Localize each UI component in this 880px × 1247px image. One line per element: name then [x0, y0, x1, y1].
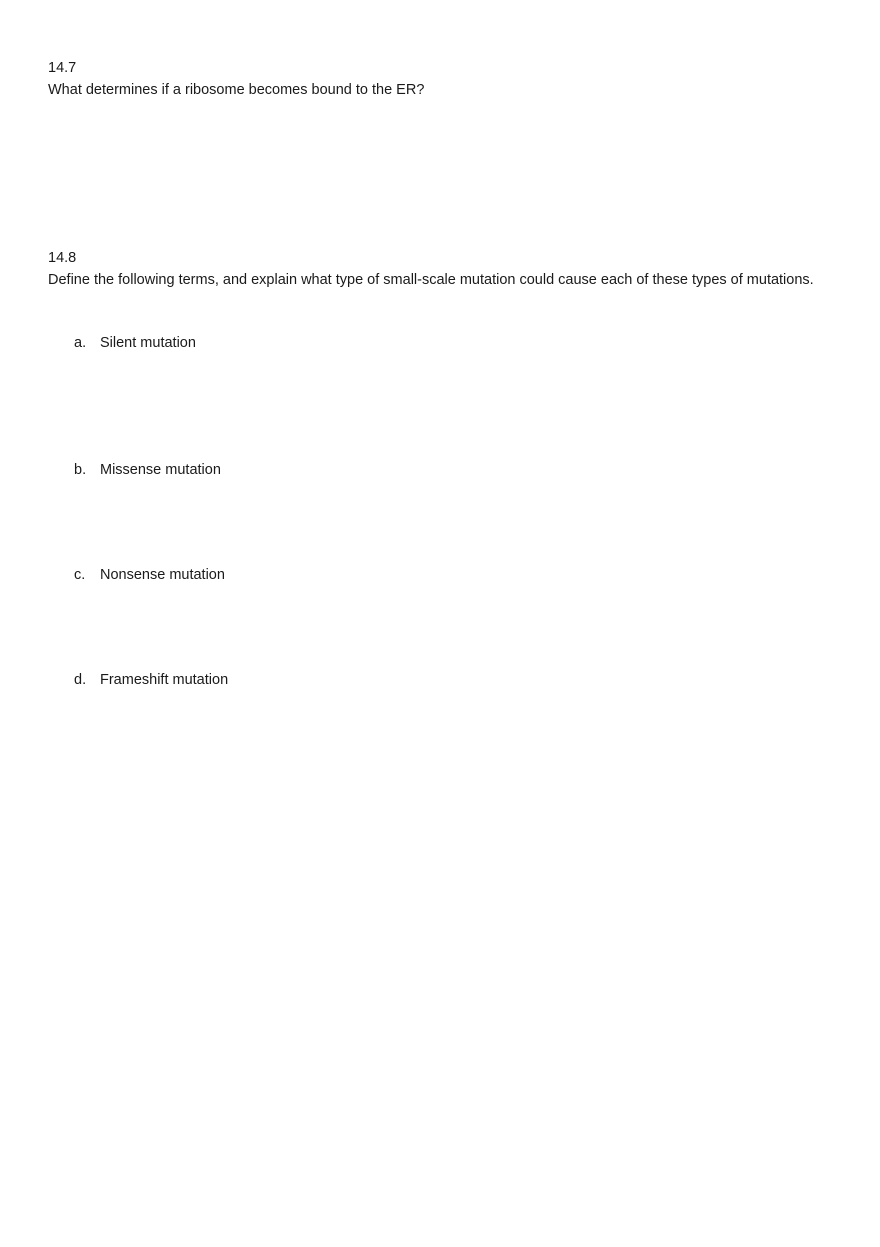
list-item-label: Frameshift mutation [100, 672, 229, 688]
list-item-label: Missense mutation [100, 462, 221, 478]
list-item-label: Silent mutation [100, 335, 196, 351]
list-item-label: Nonsense mutation [100, 567, 225, 583]
list-marker: b. [74, 462, 87, 478]
question-number: 14.7 [48, 60, 77, 76]
question-14-7 [48, 58, 838, 101]
question-14-8 [48, 248, 838, 291]
list-item-frameshift-mutation [74, 670, 228, 690]
list-item-silent-mutation [74, 333, 196, 353]
list-marker: c. [74, 567, 86, 583]
list-item-missense-mutation [74, 460, 221, 480]
list-item-nonsense-mutation [74, 565, 225, 585]
question-text: Define the following terms, and explain what type of small-scale mutation could cause each of these types of mutations. [48, 272, 814, 288]
question-text: What determines if a ribosome becomes bound to the ER? [48, 82, 425, 98]
list-marker: d. [74, 672, 87, 688]
question-number: 14.8 [48, 250, 77, 266]
list-marker: a. [74, 335, 87, 351]
